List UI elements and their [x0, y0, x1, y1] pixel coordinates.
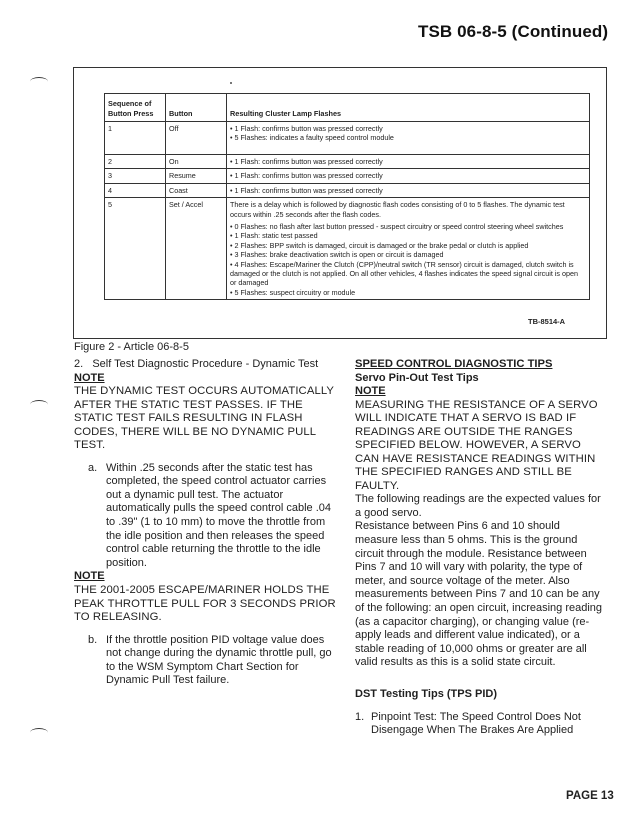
sub-step-label: b. [88, 633, 98, 646]
flash-bullet: • 1 Flash: confirms button was pressed correctly [230, 124, 383, 133]
flash-bullet: • 0 Flashes: no flash after last button pressed - suspect circuitry or speed control steering wheel switches [230, 222, 564, 232]
step-label: 1. [355, 710, 365, 723]
sequence-cell: 3 [105, 169, 166, 183]
note-text: THE DYNAMIC TEST OCCURS AUTOMATICALLY AFTER THE STATIC TEST PASSES. IF THE STATIC TEST FAILS RESULTING IN FLASH CODES, THERE WILL BE NO DYNAMIC PULL TEST. [74, 385, 334, 452]
punch-hole-mark [30, 77, 48, 86]
sequence-cell: 5 [105, 198, 166, 300]
numbered-step [355, 711, 605, 738]
flash-bullet: • 1 Flash: confirms button was pressed correctly [230, 171, 383, 181]
sequence-cell: 1 [105, 122, 166, 155]
sub-step-a [88, 462, 336, 571]
step-2-heading: 2. Self Test Diagnostic Procedure - Dynamic Test [74, 358, 319, 370]
note-text: THE 2001-2005 ESCAPE/MARINER HOLDS THE PEAK THROTTLE PULL FOR 3 SECONDS PRIOR TO RELEASING. [74, 584, 336, 624]
button-cell: Set / Accel [166, 198, 227, 300]
flash-bullet: • 1 Flash: confirms button was pressed correctly [230, 185, 383, 195]
table-row [105, 122, 590, 155]
note-heading: NOTE [355, 385, 386, 398]
sub-step-text: If the throttle position PID voltage value does not change during the dynamic throttle pull, go to the WSM Symptom Chart Section for Dynamic Pull Test failure. [106, 633, 332, 687]
page-number: PAGE 13 [566, 790, 614, 802]
button-cell: Resume [166, 169, 227, 183]
flashes-cell [227, 198, 590, 300]
flash-bullet: • 1 Flash: static test passed [230, 231, 318, 241]
button-cell: On [166, 155, 227, 169]
figure-id: TB-8514-A [528, 317, 566, 326]
flash-bullet: • 5 Flashes: indicates a faulty speed control module [230, 133, 394, 143]
header-flashes: Resulting Cluster Lamp Flashes [227, 94, 590, 122]
flashes-cell [227, 155, 590, 169]
flash-bullet: • 2 Flashes: BPP switch is damaged, circuit is damaged or the brake pedal or clutch is applied [230, 240, 529, 250]
figure-caption: Figure 2 - Article 06-8-5 [74, 341, 189, 353]
note-heading: NOTE [74, 570, 105, 583]
table-row [105, 155, 590, 169]
punch-hole-mark [30, 400, 48, 409]
sub-step-text: Within .25 seconds after the static test has completed, the speed control actuator carries out a dynamic pull test. The actuator automatically pulls the speed control cable .04 to .39" (1 to 10 mm) to move the throttle from the idle position and then releases the speed control cable returning the throttle to the idle position. [106, 461, 332, 569]
table-row [105, 169, 590, 183]
table-row [105, 183, 590, 197]
header-button: Button [166, 94, 227, 122]
flashes-cell [227, 183, 590, 197]
step-text: Pinpoint Test: The Speed Control Does Not Disengage When The Brakes Are Applied [371, 710, 581, 737]
paragraph: Resistance between Pins 6 and 10 should measure less than 5 ohms. This is the ground circuit through the module. Resistance between Pins 7 and 10 will vary with polarity, the type of meter, and source voltage of the meter. Also measurements between Pins 7 and 10 can be any of the following: an open circuit, increasing reading (as a capacitor charging), or changing value (re-apply leads and different value indicated), or a stable reading of 10,000 ohms or greater are all valid results as this is a solid state circuit. [355, 520, 603, 669]
flash-bullet: • 5 Flashes: suspect circuitry or module [230, 287, 356, 297]
flash-bullet: • 3 Flashes: brake deactivation switch is open or circuit is damaged [230, 250, 444, 260]
left-column [74, 358, 336, 688]
note-text: MEASURING THE RESISTANCE OF A SERVO WILL INDICATE THAT A SERVO IS BAD IF READINGS ARE OUTSIDE THE RANGES SPECIFIED BELOW. HOWEVER, A SERVO CAN HAVE RESISTANCE READINGS WITHIN THE SPECIFIED RANGES AND STILL BE FAULTY. [355, 398, 598, 492]
button-sequence-table [104, 93, 590, 300]
header-sequence: Sequence of Button Press [105, 94, 166, 122]
punch-hole-mark [30, 728, 48, 737]
note-heading: NOTE [74, 371, 105, 384]
button-cell: Coast [166, 183, 227, 197]
table-header-row [105, 94, 590, 122]
scan-speck [230, 82, 232, 84]
flashes-cell [227, 122, 590, 155]
flash-intro: There is a delay which is followed by diagnostic flash codes consisting of 0 to 5 flashes. The dynamic test occurs within .25 seconds after the flash codes. [230, 200, 565, 219]
section-heading: SPEED CONTROL DIAGNOSTIC TIPS [355, 358, 553, 370]
flashes-cell [227, 169, 590, 183]
subsection-heading: DST Testing Tips (TPS PID) [355, 688, 497, 700]
right-column [355, 358, 605, 738]
sub-step-label: a. [88, 461, 98, 474]
tsb-header-title: TSB 06-8-5 (Continued) [418, 22, 609, 41]
sub-step-b [88, 634, 336, 688]
flash-bullet: • 1 Flash: confirms button was pressed correctly [230, 157, 383, 166]
button-cell: Off [166, 122, 227, 155]
flash-bullet: • 4 Flashes: Escape/Mariner the Clutch (CPP)/neutral switch (TR sensor) circuit is damaged, clutch switch is damaged or the clutch is not applied. On all other vehicles, 4 flashes indicates the speed signal circuit is open or damaged [230, 259, 578, 288]
paragraph: The following readings are the expected values for a good servo. [355, 493, 601, 519]
table-row [105, 198, 590, 300]
sequence-cell: 2 [105, 155, 166, 169]
sequence-cell: 4 [105, 183, 166, 197]
subsection-heading: Servo Pin-Out Test Tips [355, 371, 479, 384]
